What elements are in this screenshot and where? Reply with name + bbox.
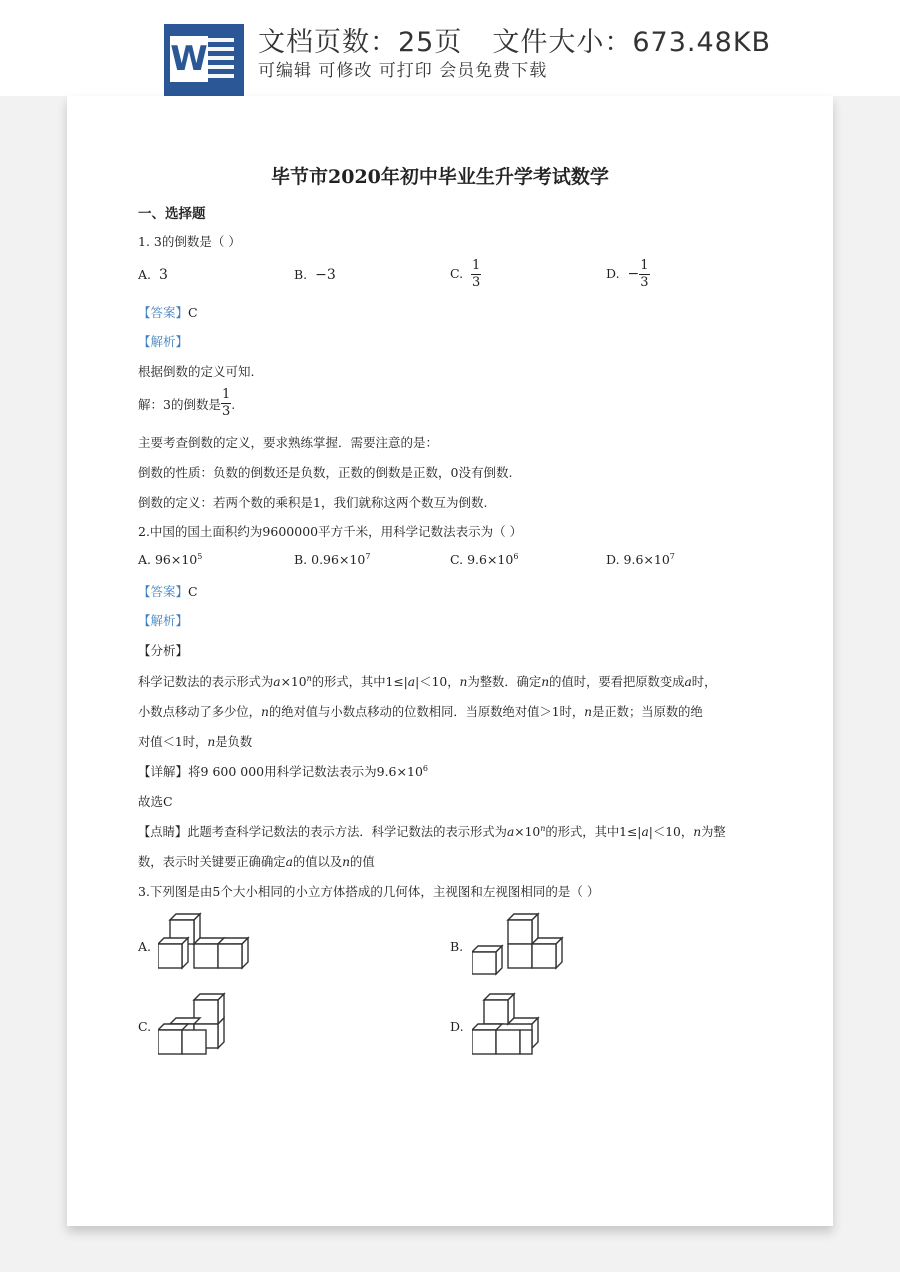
q2-fenxi-line2: 小数点移动了多少位，n的绝对值与小数点移动的位数相同．当原数绝对值＞1时，n是正数；当原数的绝	[138, 705, 703, 719]
q1-analysis-line4: 倒数的性质：负数的倒数还是负数，正数的倒数是正数，0没有倒数.	[138, 465, 513, 480]
q3-stem: 3.下列图是由5个大小相同的小立方体搭成的几何体，主视图和左视图相同的是（ ）	[138, 884, 600, 899]
q1-option-c: C. $\frac{1}{3}$	[450, 258, 481, 290]
q3-option-a-label: A.	[138, 939, 152, 954]
q1-answer: 【答案】C	[138, 305, 198, 320]
section-heading: 一、选择题	[138, 206, 206, 222]
q2-option-b: B. $0.96\times 10^7$	[294, 552, 371, 568]
banner-features: 可编辑 可修改 可打印 会员免费下载	[258, 61, 548, 81]
q3-option-c-label: C.	[138, 1019, 152, 1034]
q2-stem: 2.中国的国土面积约为9600000平方千米，用科学记数法表示为（ ）	[138, 524, 523, 539]
q1-analysis-line5: 倒数的定义：若两个数的乘积是1，我们就称这两个数互为倒数.	[138, 495, 488, 510]
banner-title	[258, 20, 771, 59]
q2-point-line2: 数，表示时关键要正确确定a的值以及n的值	[138, 855, 375, 869]
q3-option-a-figure	[158, 912, 262, 976]
q3-option-c-figure	[158, 992, 262, 1062]
q1-analysis-line3: 主要考查倒数的定义，要求熟练掌握．需要注意的是：	[138, 435, 439, 450]
q2-point-line1: 【点睛】此题考查科学记数法的表示方法．科学记数法的表示形式为$a\times 10^n$的形式，其中1≤|a|＜10，n为整	[138, 823, 726, 839]
doc-title: 毕节市2020年初中毕业生升学考试数学	[271, 166, 609, 188]
q2-analysis-tag: 【解析】	[138, 613, 189, 628]
q2-conclusion: 故选C	[138, 794, 173, 809]
header-banner	[0, 0, 900, 96]
q2-fenxi-tag: 【分析】	[138, 643, 189, 658]
q1-analysis-line2: 解：3的倒数是 $\frac{1}{3}$ .	[138, 387, 236, 419]
q2-answer: 【答案】C	[138, 584, 198, 599]
q2-fenxi-line3: 对值＜1时，n是负数	[138, 735, 253, 749]
file-size-label: 文件大小：673.48KB	[492, 27, 772, 58]
q1-option-b: B. −3	[294, 267, 336, 283]
q1-stem: 1. 3的倒数是（ ）	[138, 234, 241, 249]
page-count-label: 文档页数：25页	[258, 27, 463, 58]
q1-option-d: D. − $\frac{1}{3}$	[606, 258, 649, 290]
q3-option-b-figure	[472, 912, 576, 976]
q2-option-c: C. $9.6\times 10^6$	[450, 552, 519, 568]
q3-option-b-label: B.	[450, 939, 464, 954]
word-doc-icon	[164, 24, 244, 96]
q2-detail: 【详解】将9 600 000用科学记数法表示为$9.6\times 10^6$	[138, 763, 428, 779]
q2-option-a: A. $96\times 10^5$	[138, 552, 203, 568]
word-logo-letter: W	[170, 36, 208, 82]
page-background	[0, 96, 900, 1272]
document-page	[67, 96, 833, 1226]
q2-option-d: D. $9.6\times 10^7$	[606, 552, 675, 568]
q1-analysis-line1: 根据倒数的定义可知.	[138, 364, 255, 379]
q3-option-d-label: D.	[450, 1019, 464, 1034]
q1-analysis-tag: 【解析】	[138, 334, 189, 349]
q3-option-d-figure	[472, 992, 576, 1062]
q1-option-a: A. 3	[138, 267, 168, 283]
q2-fenxi-line1: 科学记数法的表示形式为$a\times 10^n$的形式，其中1≤|a|＜10，n为整数．确定n的值时，要看把原数变成a时，	[138, 673, 717, 689]
